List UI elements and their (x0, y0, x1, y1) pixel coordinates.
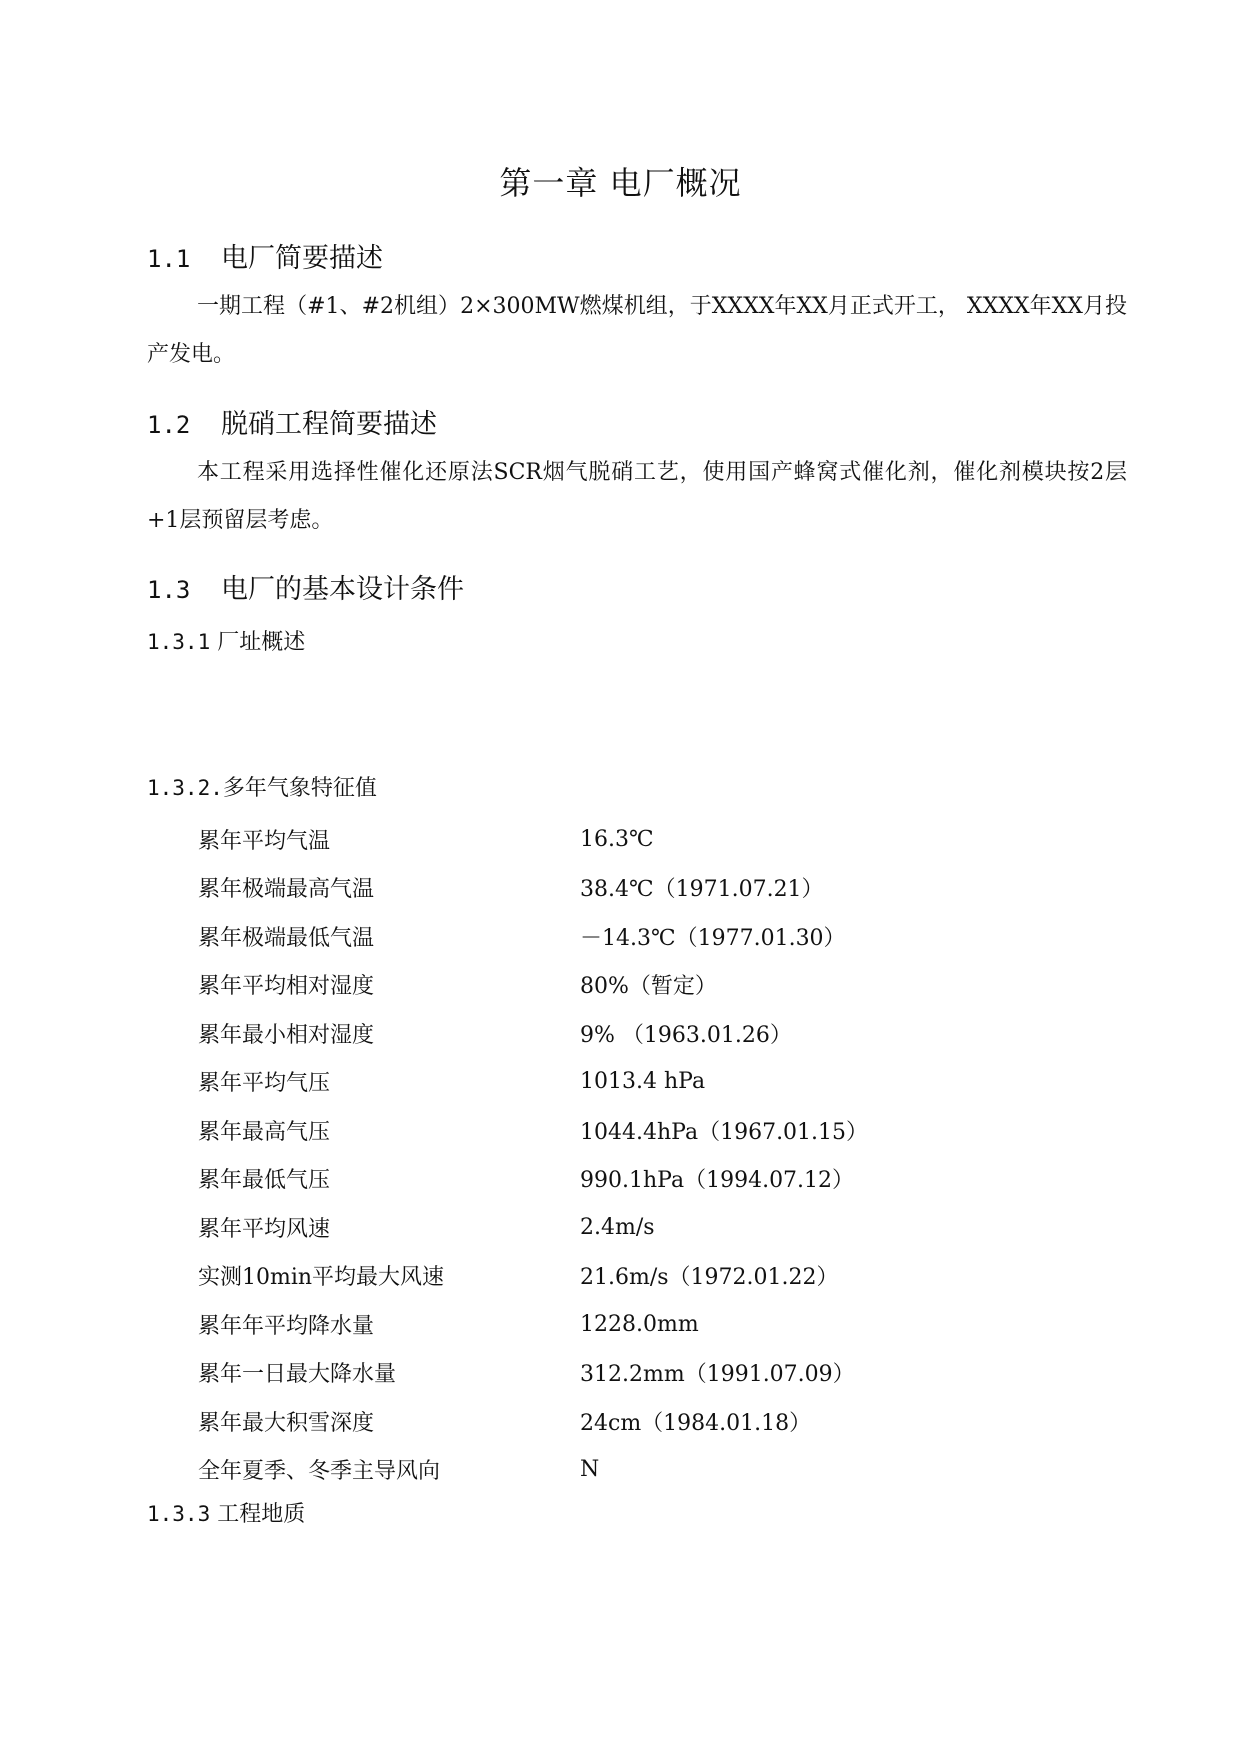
weather-label: 累年最小相对湿度 (198, 1022, 375, 1048)
section-number: 1.3 (147, 576, 191, 604)
weather-value: 1044.4hPa（1967.01.15） (580, 1119, 869, 1145)
weather-value: －14.3℃（1977.01.30） (580, 925, 846, 951)
weather-label: 实测10min平均最大风速 (198, 1265, 445, 1291)
section-paragraph-1-2: 本工程采用选择性催化还原法SCR烟气脱硝工艺，使用国产蜂窝式催化剂，催化剂模块按2层+1层预留层考虑。 (147, 460, 1127, 533)
subsection-heading-1-3-3 (147, 1497, 305, 1528)
weather-row (198, 1155, 958, 1204)
weather-row (198, 1106, 958, 1155)
weather-row (198, 912, 958, 961)
weather-value: 1228.0mm (580, 1311, 699, 1337)
weather-value: 312.2mm（1991.07.09） (580, 1362, 855, 1388)
weather-characteristics-table (198, 815, 958, 1494)
chapter-title: 第一章 电厂概况 (499, 164, 742, 202)
section-heading-1-3 (147, 567, 464, 606)
subsection-heading-1-3-1 (147, 625, 305, 656)
weather-value: 16.3℃ (580, 826, 654, 852)
weather-row (198, 1203, 958, 1252)
weather-row (198, 815, 958, 864)
section-number: 1.1 (147, 245, 191, 273)
weather-value: 990.1hPa（1994.07.12） (580, 1168, 855, 1194)
weather-row (198, 1397, 958, 1446)
section-title: 电厂简要描述 (221, 243, 383, 274)
weather-value: 21.6m/s（1972.01.22） (580, 1265, 839, 1291)
weather-row (198, 1058, 958, 1107)
weather-label: 累年最大积雪深度 (198, 1410, 375, 1436)
weather-row (198, 1349, 958, 1398)
weather-value: 1013.4 hPa (580, 1069, 706, 1095)
weather-label: 累年平均相对湿度 (198, 974, 375, 1000)
subsection-number: 1.3.1 (147, 630, 211, 654)
weather-row (198, 1009, 958, 1058)
subsection-title: 厂址概述 (217, 630, 306, 655)
weather-value: 38.4℃（1971.07.21） (580, 877, 824, 903)
section-paragraph-1-1: 一期工程（#1、#2机组）2×300MW燃煤机组，于XXXX年XX月正式开工， XXXX年XX月投产发电。 (147, 294, 1127, 367)
section-heading-1-2 (147, 402, 437, 441)
weather-row (198, 1446, 958, 1495)
subsection-title: 工程地质 (217, 1502, 306, 1527)
weather-label: 累年平均风速 (198, 1216, 331, 1242)
weather-value: 2.4m/s (580, 1214, 655, 1240)
weather-value: 80%（暂定） (580, 974, 717, 1000)
subsection-title: 多年气象特征值 (222, 776, 377, 801)
weather-label: 全年夏季、冬季主导风向 (198, 1459, 441, 1485)
weather-label: 累年年平均降水量 (198, 1313, 375, 1339)
section-heading-1-1 (147, 236, 383, 275)
weather-row (198, 961, 958, 1010)
weather-label: 累年极端最低气温 (198, 925, 375, 951)
section-title: 电厂的基本设计条件 (221, 574, 464, 605)
weather-row (198, 1252, 958, 1301)
weather-value: 9% （1963.01.26） (580, 1022, 792, 1048)
weather-label: 累年一日最大降水量 (198, 1362, 397, 1388)
section-number: 1.2 (147, 411, 191, 439)
weather-label: 累年平均气温 (198, 828, 331, 854)
subsection-number: 1.3.2. (147, 776, 223, 800)
weather-value: N (580, 1457, 600, 1483)
weather-label: 累年平均气压 (198, 1071, 331, 1097)
weather-label: 累年最高气压 (198, 1119, 331, 1145)
section-title: 脱硝工程简要描述 (221, 409, 437, 440)
weather-value: 24cm（1984.01.18） (580, 1410, 812, 1436)
weather-row (198, 864, 958, 913)
subsection-number: 1.3.3 (147, 1502, 211, 1526)
weather-label: 累年最低气压 (198, 1168, 331, 1194)
weather-row (198, 1300, 958, 1349)
subsection-heading-1-3-2 (147, 771, 377, 802)
weather-label: 累年极端最高气温 (198, 877, 375, 903)
